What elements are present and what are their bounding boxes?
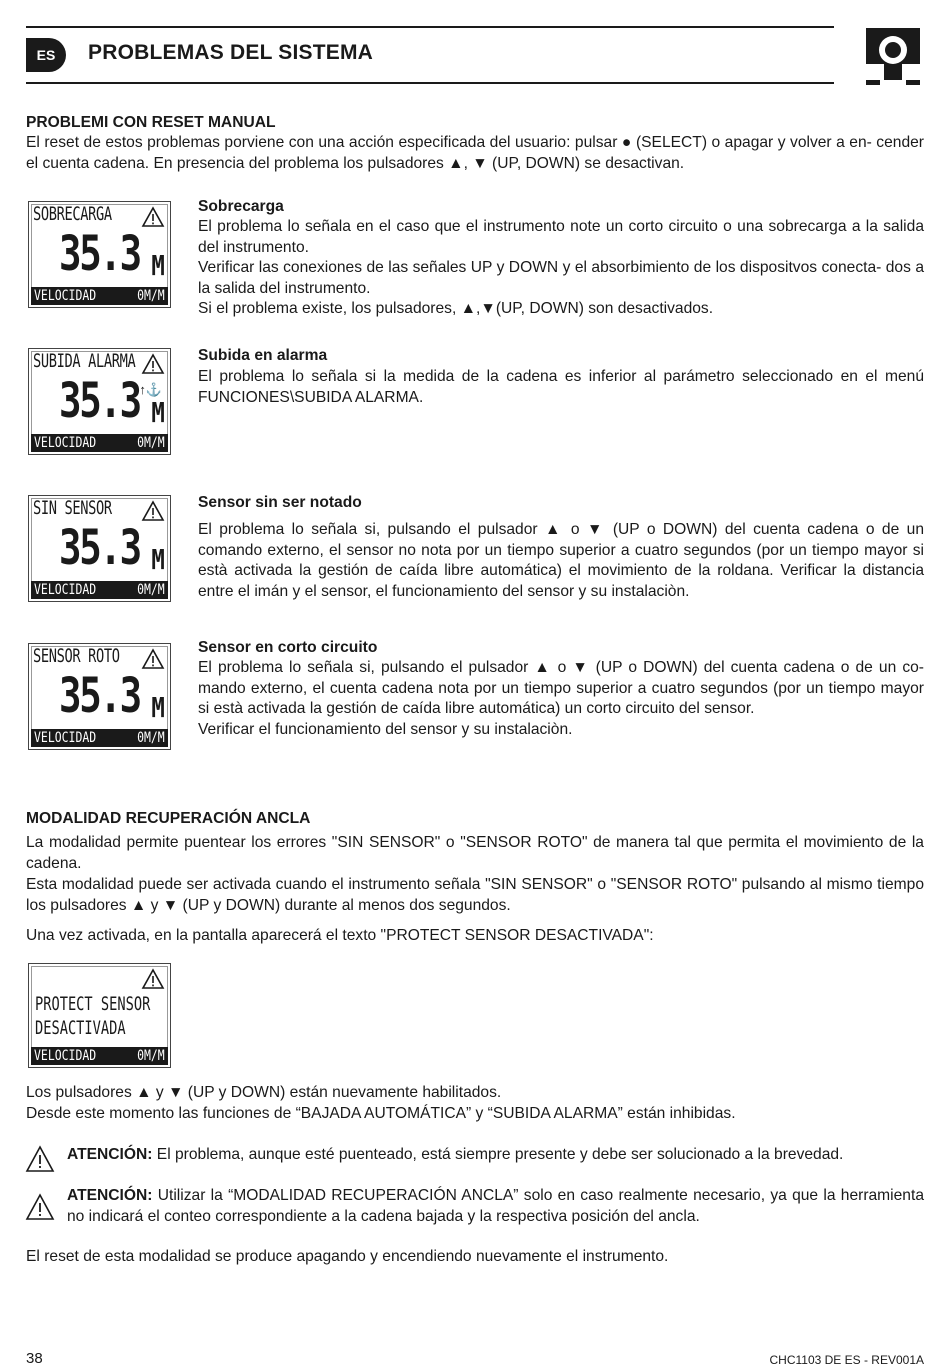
lcd-bar-label: VELOCIDAD <box>34 435 97 451</box>
lcd-status-bar <box>31 581 168 599</box>
lcd-status-bar <box>31 434 168 452</box>
lcd-bar-value: 0M/M <box>137 730 165 746</box>
final-paragraph: El reset de esta modalidad se produce apagando y encendiendo nuevamente el instrumento. <box>26 1248 669 1265</box>
problem-heading: Sobrecarga <box>198 198 284 215</box>
intro-paragraph: El reset de estos problemas porviene con una acción especificada del usuario: pulsar ● (SELECT) o apagar y volver a en- cender el cuenta cadena. En presencia del problema los pulsadores ▲, ▼ (UP, DOWN) se desactivan. <box>26 134 924 172</box>
lcd-title: SENSOR ROTO <box>33 645 120 667</box>
recovery-paragraph: La modalidad permite puentear los errores "SIN SENSOR" o "SENSOR ROTO" de manera tal que permita el movimiento de la cadena. <box>26 834 924 872</box>
problem-text: Verificar el funcionamiento del sensor y su instalaciòn. <box>198 721 573 738</box>
attention-note-1 <box>67 1145 924 1166</box>
anchor-up-icon: ↑⚓ <box>139 382 162 397</box>
lcd-bar-label: VELOCIDAD <box>34 1048 97 1064</box>
lcd-title: SUBIDA ALARMA <box>33 350 136 372</box>
lcd-unit: M <box>151 691 165 724</box>
attention-label: ATENCIÓN: <box>67 1146 153 1163</box>
recovery-paragraph: Una vez activada, en la pantalla aparecerá el texto "PROTECT SENSOR DESACTIVADA": <box>26 927 654 944</box>
lcd-display-sensor-roto <box>28 643 171 750</box>
lcd-display-protect-sensor <box>28 963 171 1068</box>
warning-icon <box>141 500 165 522</box>
recovery-paragraph: Desde este momento las funciones de “BAJADA AUTOMÁTICA” y “SUBIDA ALARMA” están inhibidas. <box>26 1105 736 1122</box>
lcd-display-sobrecarga <box>28 201 171 308</box>
attention-text: El problema, aunque esté puenteado, está siempre presente y debe ser solucionado a la brevedad. <box>152 1146 844 1163</box>
recovery-paragraph: Los pulsadores ▲ y ▼ (UP y DOWN) están nuevamente habilitados. <box>26 1084 502 1101</box>
problem-heading: Sensor en corto circuito <box>198 639 378 656</box>
lcd-unit: M <box>151 249 165 282</box>
problem-text: El problema lo señala si, pulsando el pulsador ▲ o ▼ (UP o DOWN) del cuenta cadena o de un co- mando externo, el cuenta cadena nota por un tiempo superior a cuatro segundos (por un tiempo mayor si està activada la gestión de caída libre automática) un corto circuito del sensor. <box>198 659 924 718</box>
lcd-bar-value: 0M/M <box>137 288 165 304</box>
lcd-status-bar <box>31 1047 168 1065</box>
lcd-bar-label: VELOCIDAD <box>34 730 97 746</box>
lcd-value: 35.3 <box>59 668 140 724</box>
page-title: PROBLEMAS DEL SISTEMA <box>88 41 374 64</box>
lcd-title: SOBRECARGA <box>33 203 112 225</box>
lcd-bar-value: 0M/M <box>137 435 165 451</box>
lcd-unit: M <box>151 396 165 429</box>
warning-icon <box>141 968 165 990</box>
warning-icon <box>141 648 165 670</box>
lcd-title: SIN SENSOR <box>33 497 112 519</box>
page-number: 38 <box>26 1350 43 1367</box>
problem-text: El problema lo señala en el caso que el instrumento note un corto circuito o una sobrecarga a la salida del instrumento. <box>198 218 924 256</box>
lcd-unit: M <box>151 543 165 576</box>
section-heading-reset: PROBLEMI CON RESET MANUAL <box>26 114 276 131</box>
lcd-value: 35.3 <box>59 226 140 282</box>
lcd-value: 35.3 <box>59 520 140 576</box>
lcd-line-2: DESACTIVADA <box>35 1017 126 1039</box>
attention-label: ATENCIÓN: <box>67 1187 153 1204</box>
language-badge: ES <box>26 38 66 72</box>
lcd-bar-value: 0M/M <box>137 582 165 598</box>
brand-logo-icon <box>862 24 924 86</box>
lcd-display-subida-alarma <box>28 348 171 455</box>
attention-warning-icon <box>25 1193 55 1221</box>
lcd-bar-label: VELOCIDAD <box>34 288 97 304</box>
attention-note-2 <box>67 1186 924 1227</box>
lcd-line-1: PROTECT SENSOR <box>35 993 151 1015</box>
lcd-status-bar <box>31 287 168 305</box>
lcd-display-sin-sensor <box>28 495 171 602</box>
problem-heading: Subida en alarma <box>198 347 328 364</box>
recovery-paragraph: Esta modalidad puede ser activada cuando el instrumento señala "SIN SENSOR" o "SENSOR ROTO" pulsando al mismo tiempo los pulsadores ▲ y ▼ (UP y DOWN) durante al menos dos segundos. <box>26 876 924 914</box>
lcd-status-bar <box>31 729 168 747</box>
attention-warning-icon <box>25 1145 55 1173</box>
problem-text: Verificar las conexiones de las señales UP y DOWN y el absorbimiento de los dispositvos conecta- dos a la salida del instrumento. <box>198 259 924 297</box>
document-code: CHC1103 DE ES - REV001A <box>769 1353 924 1367</box>
header-bottom-rule <box>26 82 834 84</box>
warning-icon <box>141 353 165 375</box>
attention-text: Utilizar la “MODALIDAD RECUPERACIÓN ANCLA” solo en caso realmente necesario, ya que la herramienta no indicará el conteo correspondiente a la cadena bajada y la respectiva posición del ancla. <box>67 1187 924 1225</box>
problem-heading: Sensor sin ser notado <box>198 494 362 511</box>
lcd-value: 35.3 <box>59 373 140 429</box>
problem-text: El problema lo señala si, pulsando el pulsador ▲ o ▼ (UP o DOWN) del cuenta cadena o de un comando externo, el sensor no nota por un tiempo superior a cuatro segundos (por un tiempo mayor si està activada la gestión de caída libre automática) el movimiento de la roldana. Verificar la distancia entre el imán y el sensor, el funcionamiento del sensor y su instalaciòn. <box>198 521 924 600</box>
problem-text: El problema lo señala si la medida de la cadena es inferior al parámetro seleccionado en el menú FUNCIONES\SUBIDA ALARMA. <box>198 368 924 406</box>
problem-text: Si el problema existe, los pulsadores, ▲,▼(UP, DOWN) son desactivados. <box>198 300 714 317</box>
section-heading-recovery: MODALIDAD RECUPERACIÓN ANCLA <box>26 810 311 827</box>
lcd-bar-label: VELOCIDAD <box>34 582 97 598</box>
header-top-rule <box>26 26 834 28</box>
warning-icon <box>141 206 165 228</box>
lcd-bar-value: 0M/M <box>137 1048 165 1064</box>
